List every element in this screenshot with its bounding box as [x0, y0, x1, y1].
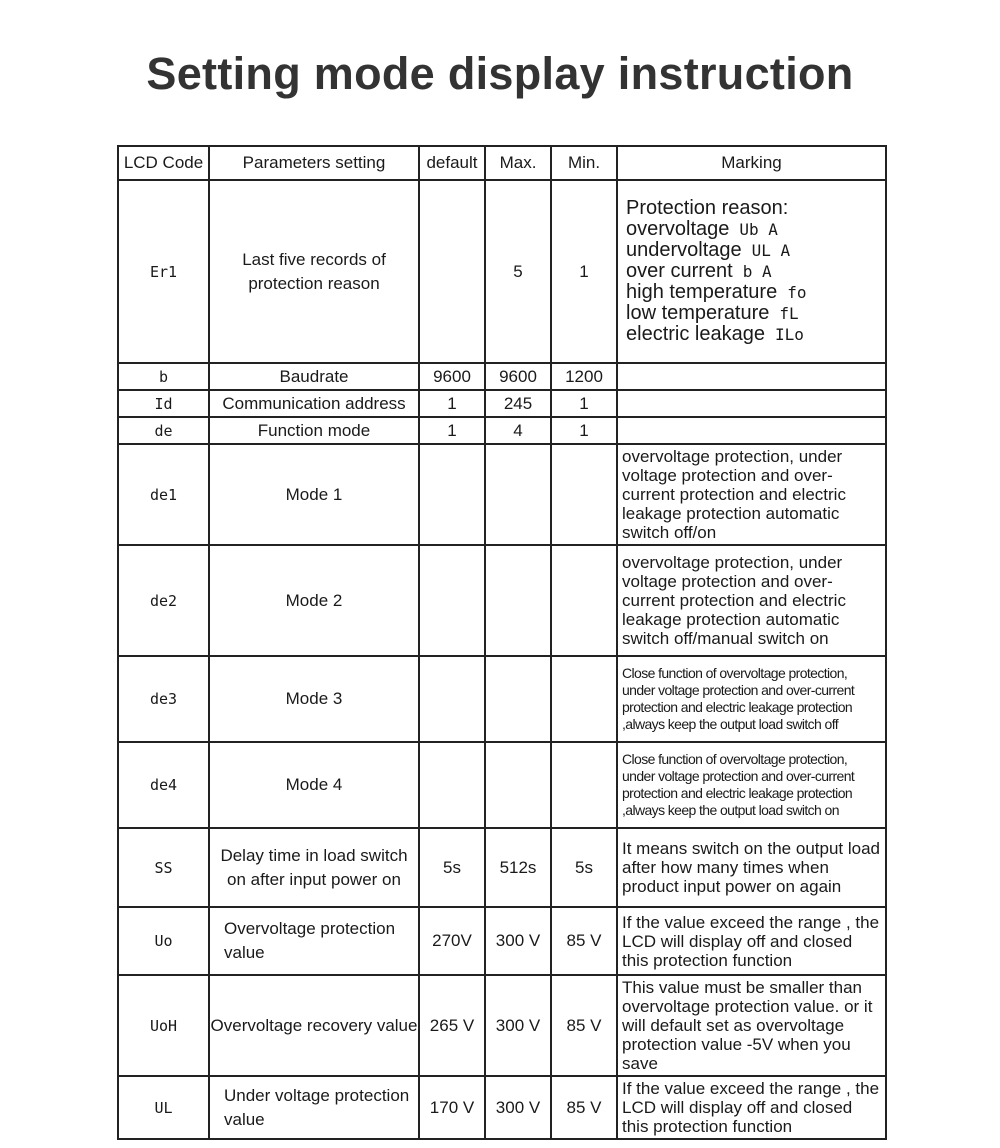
reason-label: low temperature — [626, 302, 770, 324]
parameter-cell: Mode 2 — [209, 545, 419, 656]
lcd-code-cell: UoH — [118, 975, 209, 1076]
parameter-cell: Mode 4 — [209, 742, 419, 828]
default-cell — [419, 656, 485, 742]
reason-code: Ub A — [739, 220, 778, 239]
header-parameters: Parameters setting — [209, 146, 419, 180]
table-row — [118, 363, 886, 390]
table-row — [118, 975, 886, 1076]
table-row — [118, 417, 886, 444]
lcd-code-cell: de2 — [118, 545, 209, 656]
parameter-cell: Mode 3 — [209, 656, 419, 742]
max-cell: 4 — [485, 417, 551, 444]
reason-item — [622, 240, 881, 261]
default-cell: 1 — [419, 390, 485, 417]
marking-cell: If the value exceed the range , the LCD will display off and closed this protection function — [617, 907, 886, 975]
default-cell: 5s — [419, 828, 485, 907]
min-cell: 5s — [551, 828, 617, 907]
reason-label: over current — [626, 260, 733, 282]
min-cell: 1 — [551, 417, 617, 444]
max-cell — [485, 545, 551, 656]
default-cell — [419, 742, 485, 828]
min-cell: 85 V — [551, 907, 617, 975]
parameter-cell: Baudrate — [209, 363, 419, 390]
lcd-code-cell: de3 — [118, 656, 209, 742]
min-cell: 1 — [551, 390, 617, 417]
max-cell — [485, 742, 551, 828]
lcd-code-cell: Er1 — [118, 180, 209, 363]
table-row — [118, 828, 886, 907]
min-cell: 85 V — [551, 975, 617, 1076]
lcd-code-cell: de — [118, 417, 209, 444]
header-min: Min. — [551, 146, 617, 180]
min-cell — [551, 444, 617, 545]
table-row — [118, 180, 886, 363]
max-cell — [485, 444, 551, 545]
lcd-code-cell: UL — [118, 1076, 209, 1139]
default-cell: 1 — [419, 417, 485, 444]
max-cell: 300 V — [485, 907, 551, 975]
lcd-code-cell: de1 — [118, 444, 209, 545]
parameter-cell: Overvoltage protection value — [209, 907, 419, 975]
min-cell — [551, 742, 617, 828]
parameter-cell: Overvoltage recovery value — [209, 975, 419, 1076]
header-max: Max. — [485, 146, 551, 180]
max-cell: 300 V — [485, 1076, 551, 1139]
parameter-cell: Function mode — [209, 417, 419, 444]
reason-item — [622, 282, 881, 303]
header-lcd-code: LCD Code — [118, 146, 209, 180]
lcd-code-cell: b — [118, 363, 209, 390]
reason-code: ILo — [774, 325, 804, 344]
reason-code: UL A — [751, 241, 791, 260]
parameter-cell: Last five records of protection reason — [209, 180, 419, 363]
default-cell: 170 V — [419, 1076, 485, 1139]
marking-cell: overvoltage protection, under voltage protection and over-current protection and electric leakage protection automatic switch off/on — [617, 444, 886, 545]
max-cell: 245 — [485, 390, 551, 417]
parameter-cell: Mode 1 — [209, 444, 419, 545]
max-cell: 512s — [485, 828, 551, 907]
table-row — [118, 656, 886, 742]
default-cell — [419, 180, 485, 363]
reason-item — [622, 324, 881, 345]
header-row — [118, 146, 886, 180]
table-row — [118, 444, 886, 545]
min-cell: 1 — [551, 180, 617, 363]
reason-label: electric leakage — [626, 323, 765, 345]
max-cell: 300 V — [485, 975, 551, 1076]
min-cell: 85 V — [551, 1076, 617, 1139]
default-cell: 9600 — [419, 363, 485, 390]
reason-code: b A — [742, 262, 772, 281]
protection-reason-title: Protection reason: — [626, 197, 789, 219]
marking-cell — [617, 417, 886, 444]
marking-cell: It means switch on the output load after how many times when product input power on again — [617, 828, 886, 907]
table-row — [118, 1076, 886, 1139]
default-cell: 265 V — [419, 975, 485, 1076]
marking-cell — [617, 363, 886, 390]
reason-code: fo — [787, 283, 807, 302]
max-cell: 5 — [485, 180, 551, 363]
parameter-cell: Under voltage protection value — [209, 1076, 419, 1139]
reason-label: high temperature — [626, 281, 778, 303]
header-default: default — [419, 146, 485, 180]
reason-item — [622, 219, 881, 240]
marking-cell — [617, 390, 886, 417]
table-row — [118, 907, 886, 975]
reason-code: fL — [779, 304, 799, 323]
lcd-code-cell: Id — [118, 390, 209, 417]
max-cell — [485, 656, 551, 742]
reason-label: undervoltage — [626, 239, 742, 261]
marking-cell: overvoltage protection, under voltage protection and over-current protection and electric leakage protection automatic switch off/manual switch on — [617, 545, 886, 656]
page-title: Setting mode display instruction — [146, 48, 854, 99]
max-cell: 9600 — [485, 363, 551, 390]
min-cell — [551, 656, 617, 742]
default-cell — [419, 545, 485, 656]
marking-cell: If the value exceed the range , the LCD will display off and closed this protection function — [617, 1076, 886, 1139]
lcd-code-cell: SS — [118, 828, 209, 907]
min-cell: 1200 — [551, 363, 617, 390]
parameter-cell: Delay time in load switch on after input power on — [209, 828, 419, 907]
header-marking: Marking — [617, 146, 886, 180]
marking-cell — [617, 180, 886, 363]
parameter-cell: Communication address — [209, 390, 419, 417]
reason-label: overvoltage — [626, 218, 730, 240]
table-row — [118, 545, 886, 656]
marking-cell: Close function of overvoltage protection, under voltage protection and over-current protection and electric leakage protection ,always keep the output load switch on — [617, 742, 886, 828]
marking-cell: This value must be smaller than overvoltage protection value. or it will default set as overvoltage protection value -5V when you save — [617, 975, 886, 1076]
reason-item — [622, 303, 881, 324]
table-row — [118, 742, 886, 828]
reason-item — [622, 261, 881, 282]
lcd-code-cell: de4 — [118, 742, 209, 828]
marking-cell: Close function of overvoltage protection, under voltage protection and over-current protection and electric leakage protection ,always keep the output load switch off — [617, 656, 886, 742]
table-row — [118, 390, 886, 417]
min-cell — [551, 545, 617, 656]
lcd-code-cell: Uo — [118, 907, 209, 975]
default-cell — [419, 444, 485, 545]
settings-table — [117, 145, 887, 1140]
default-cell: 270V — [419, 907, 485, 975]
